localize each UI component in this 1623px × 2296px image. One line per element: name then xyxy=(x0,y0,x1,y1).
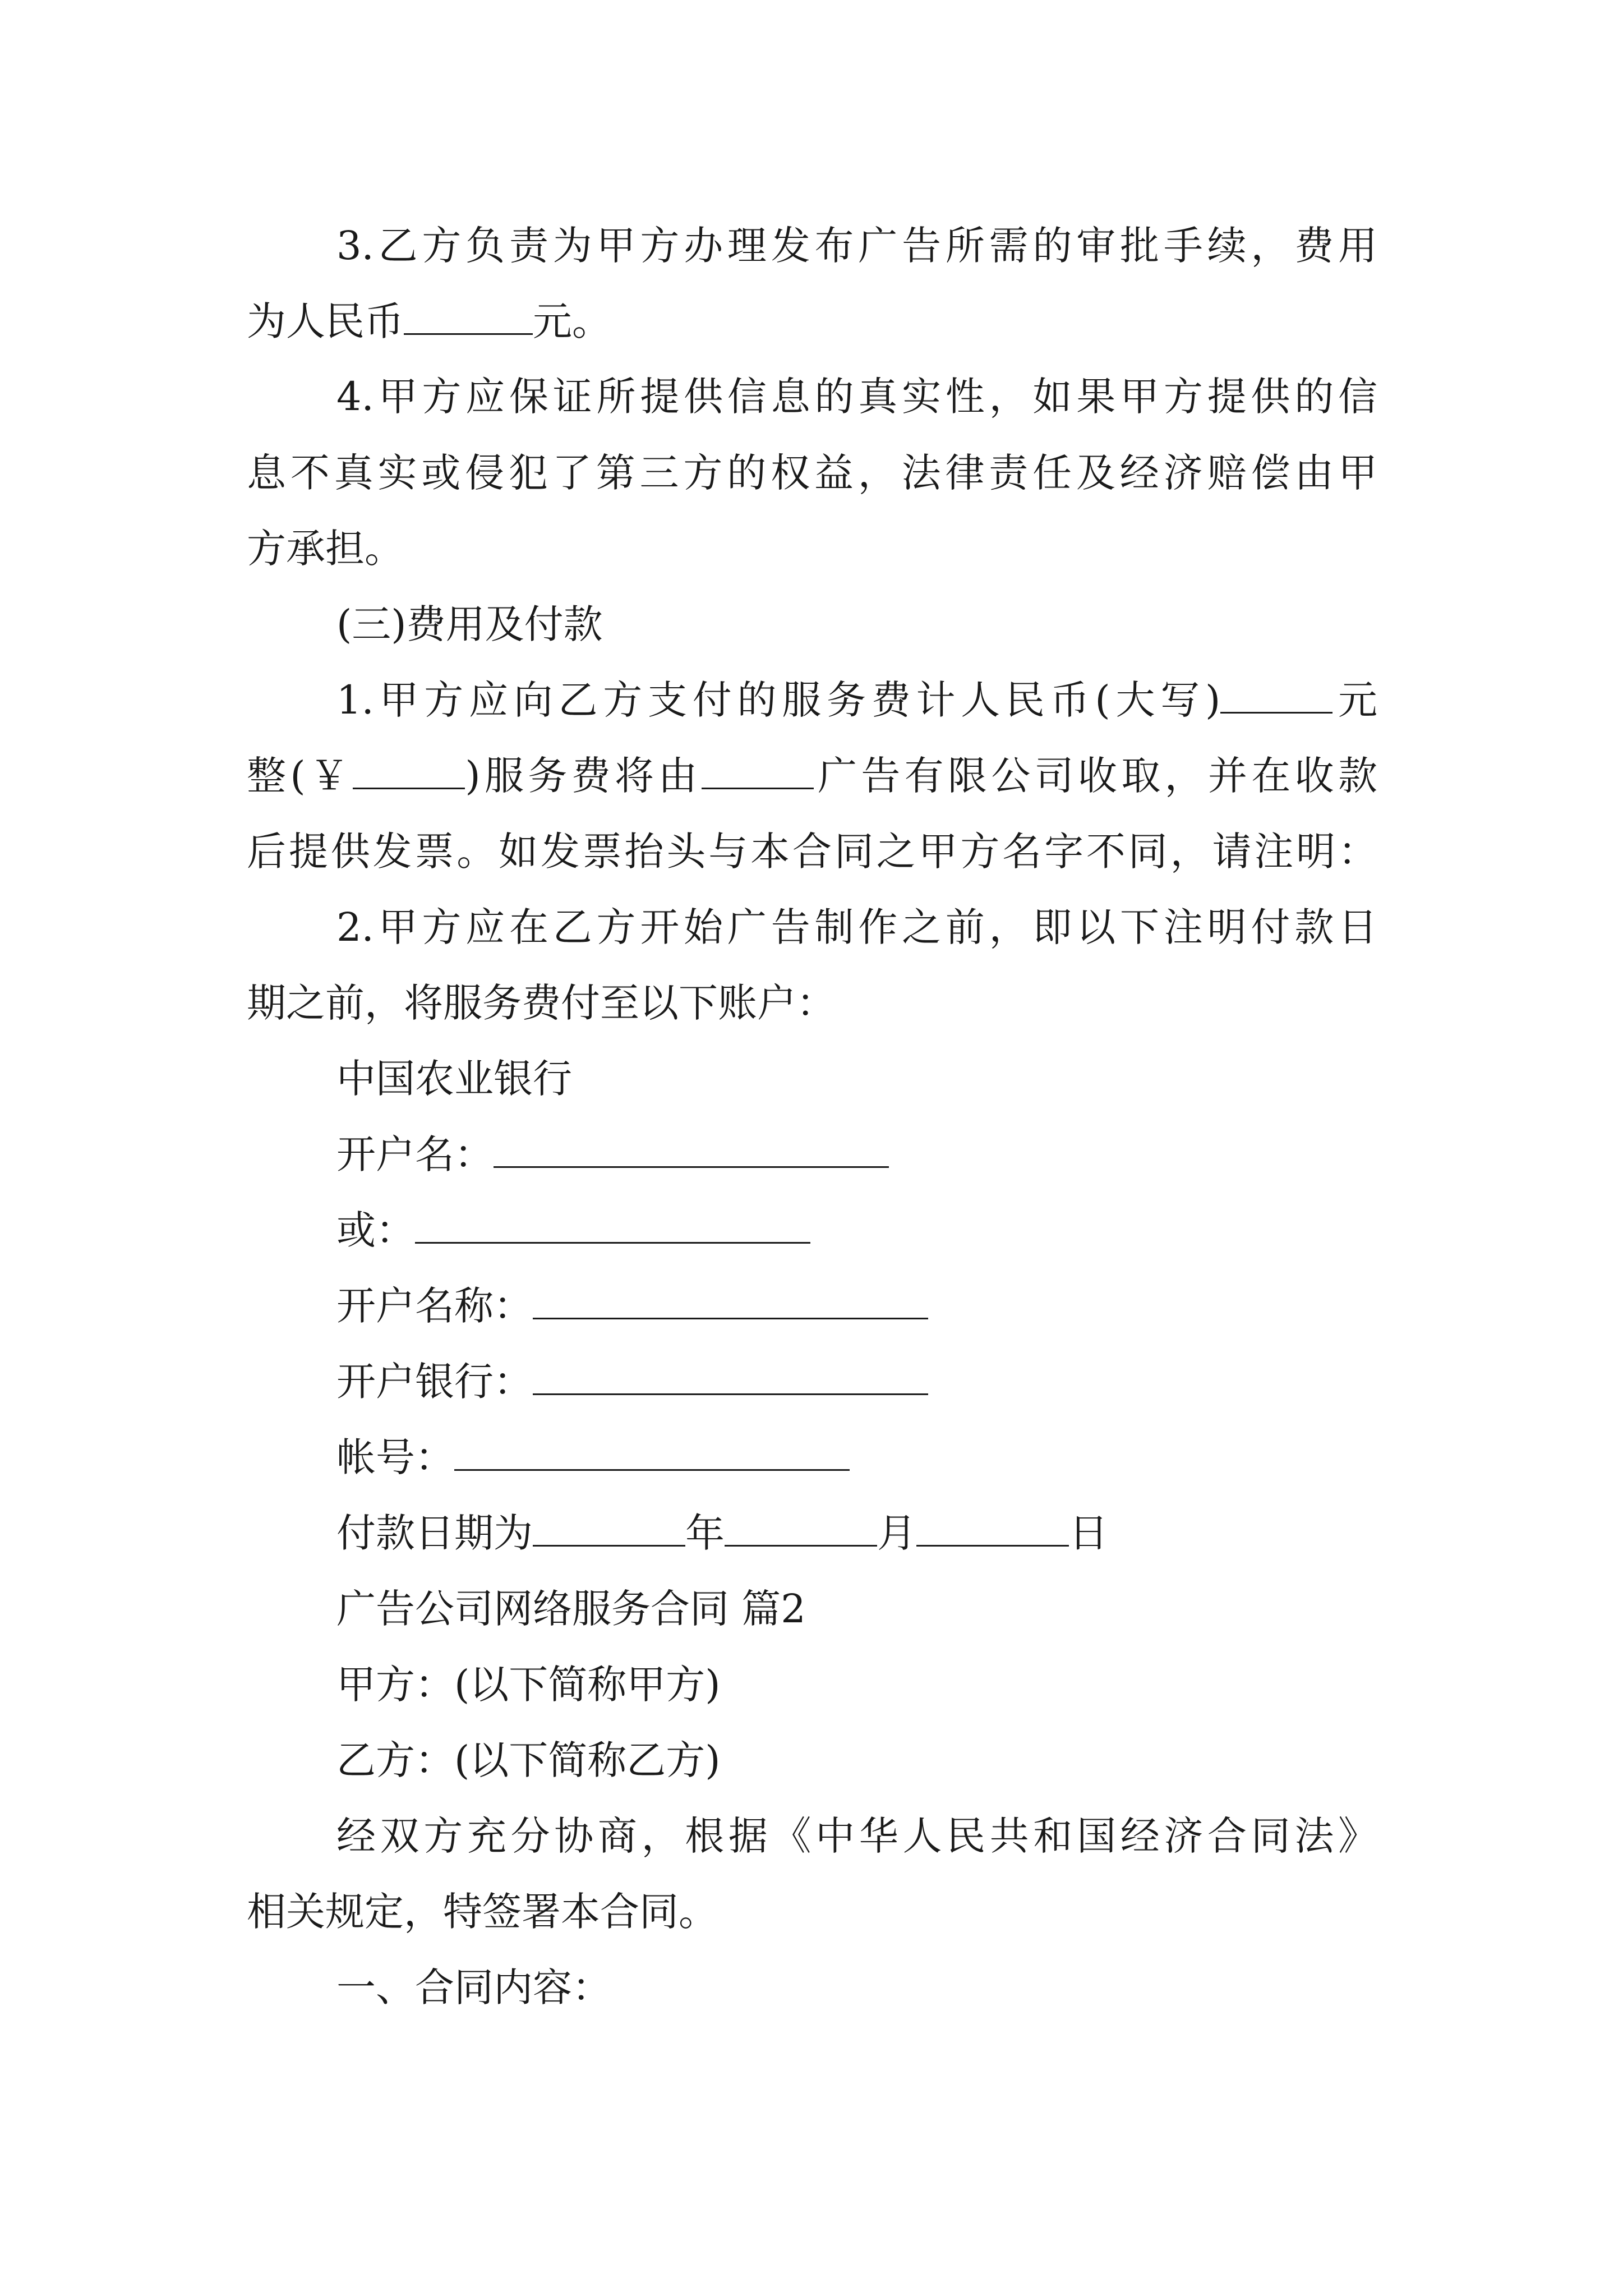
account-no-row xyxy=(336,1434,850,1480)
year-label: 年 xyxy=(685,1510,725,1556)
day-label: 日 xyxy=(1069,1510,1108,1556)
or-row xyxy=(336,1207,810,1253)
clause-4-line-1: 4.甲方应保证所提供信息的真实性，如果甲方提供的信 xyxy=(336,374,1377,420)
account-name-label: 开户名称： xyxy=(336,1283,533,1329)
bank-blank xyxy=(533,1390,928,1395)
account-holder-blank xyxy=(494,1163,889,1168)
clause-3-prefix: 为人民币 xyxy=(247,298,404,344)
account-name-row xyxy=(336,1283,928,1329)
bank-label: 开户银行： xyxy=(336,1359,533,1405)
party-b: 乙方：(以下简称乙方) xyxy=(336,1737,721,1783)
bank-row xyxy=(336,1359,928,1405)
section-1-heading: 一、合同内容： xyxy=(336,1964,611,2010)
section-3-heading: (三)费用及付款 xyxy=(336,601,603,647)
year-blank xyxy=(533,1542,685,1547)
clause-3-suffix: 元。 xyxy=(533,298,611,344)
clause-4-line-2: 息不真实或侵犯了第三方的权益，法律责任及经济赔偿由甲 xyxy=(247,450,1377,496)
month-label: 月 xyxy=(877,1510,916,1556)
contract-2-intro-line-2: 相关规定，特签署本合同。 xyxy=(247,1889,718,1935)
clause-3-line-2 xyxy=(247,298,611,344)
month-blank xyxy=(725,1542,877,1547)
account-no-label: 帐号： xyxy=(336,1434,454,1480)
party-a: 甲方：(以下简称甲方) xyxy=(336,1662,721,1708)
account-holder-label: 开户名： xyxy=(336,1131,494,1177)
account-no-blank xyxy=(454,1466,850,1471)
payment-1-part-a: 整(￥ xyxy=(247,753,353,799)
payment-date-prefix: 付款日期为 xyxy=(336,1510,533,1556)
payment-1-suffix: 元 xyxy=(1332,677,1378,723)
payment-1-line-3: 后提供发票。如发票抬头与本合同之甲方名字不同，请注明： xyxy=(247,829,1377,875)
payment-1-part-c: 广告有限公司收取，并在收款 xyxy=(813,753,1378,799)
account-holder-row xyxy=(336,1131,889,1177)
amount-blank xyxy=(404,330,533,335)
account-name-blank xyxy=(533,1314,928,1319)
contract-2-intro-line-1: 经双方充分协商，根据《中华人民共和国经济合同法》 xyxy=(336,1813,1377,1859)
day-blank xyxy=(916,1542,1069,1547)
clause-4-line-3: 方承担。 xyxy=(247,526,404,572)
amount-words-blank xyxy=(1220,708,1332,714)
payment-2-line-2: 期之前，将服务费付至以下账户： xyxy=(247,980,836,1026)
contract-2-title: 广告公司网络服务合同 篇2 xyxy=(336,1586,806,1632)
payment-1-line-1 xyxy=(336,677,1378,723)
payment-1-line-2 xyxy=(247,753,1378,799)
amount-figures-blank xyxy=(353,784,465,789)
payment-1-part-b: )服务费将由 xyxy=(465,753,702,799)
payment-1-prefix: 1.甲方应向乙方支付的服务费计人民币(大写) xyxy=(336,677,1221,723)
company-blank xyxy=(702,784,814,789)
payment-date-row xyxy=(336,1510,1108,1556)
or-label: 或： xyxy=(336,1207,415,1253)
bank-name: 中国农业银行 xyxy=(336,1056,572,1102)
clause-3-line-1: 3.乙方负责为甲方办理发布广告所需的审批手续，费用 xyxy=(336,223,1377,269)
payment-2-line-1: 2.甲方应在乙方开始广告制作之前，即以下注明付款日 xyxy=(336,904,1377,950)
or-blank xyxy=(415,1239,810,1244)
